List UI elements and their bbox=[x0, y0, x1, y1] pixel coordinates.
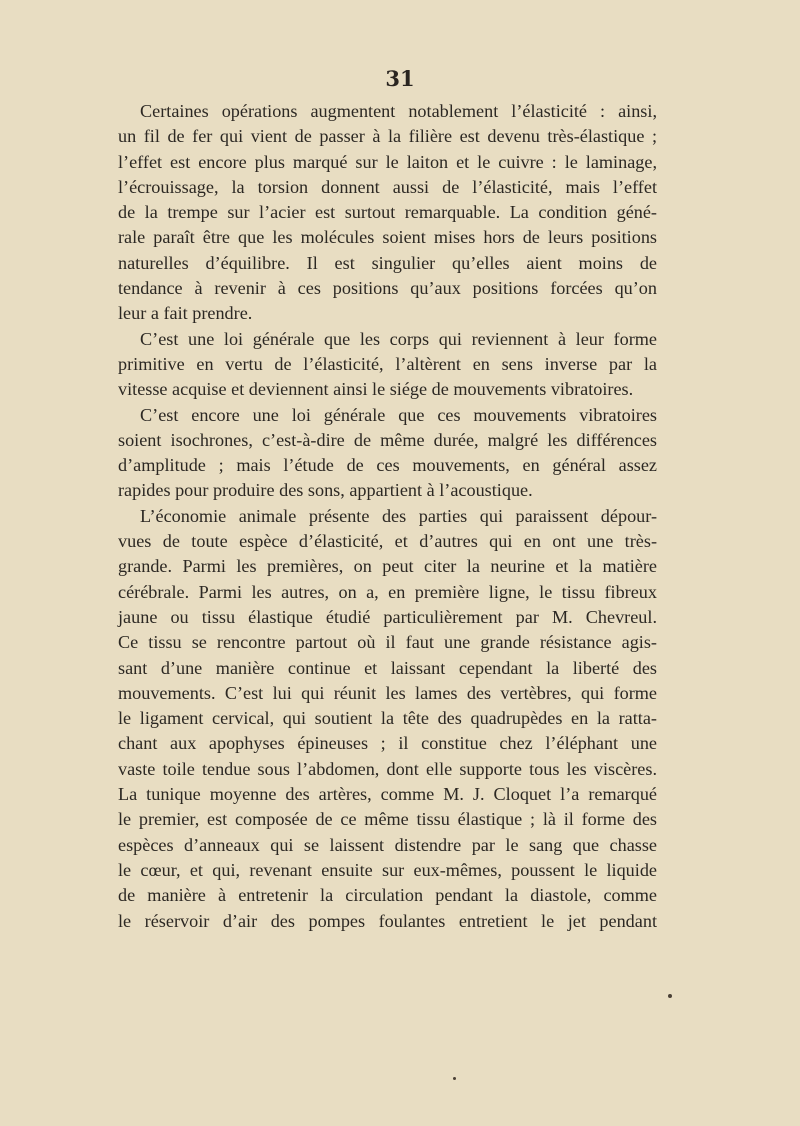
ink-speck bbox=[453, 1077, 456, 1080]
text-line: d’amplitude ; mais l’étude de ces mouvements, en général assez bbox=[118, 455, 657, 476]
text-line: vaste toile tendue sous l’abdomen, dont elle supporte tous les viscères. bbox=[118, 758, 657, 779]
text-line: L’économie animale présente des parties qui paraissent dépour- bbox=[140, 505, 657, 526]
text-line: C’est encore une loi générale que ces mouvements vibratoires bbox=[140, 404, 657, 425]
text-line: naturelles d’équilibre. Il est singulier qu’elles aient moins de bbox=[118, 252, 657, 273]
body-text bbox=[118, 99, 657, 934]
text-line: sant d’une manière continue et laissant cependant la liberté des bbox=[118, 657, 657, 678]
text-line: le ligament cervical, qui soutient la tête des quadrupèdes en la ratta- bbox=[118, 708, 657, 729]
text-line: un fil de fer qui vient de passer à la filière est devenu très-élastique ; bbox=[118, 126, 657, 147]
text-line: tendance à revenir à ces positions qu’aux positions forcées qu’on bbox=[118, 278, 657, 299]
text-line: de manière à entretenir la circulation pendant la diastole, comme bbox=[118, 885, 657, 906]
text-line: jaune ou tissu élastique étudié particulièrement par M. Chevreul. bbox=[118, 606, 657, 627]
text-line: rapides pour produire des sons, appartient à l’acoustique. bbox=[118, 480, 533, 501]
text-line: Ce tissu se rencontre partout où il faut une grande résistance agis- bbox=[118, 632, 657, 653]
text-line: l’effet est encore plus marqué sur le laiton et le cuivre : le laminage, bbox=[118, 151, 657, 172]
page-number: 31 bbox=[385, 66, 415, 91]
text-line: chant aux apophyses épineuses ; il constitue chez l’éléphant une bbox=[118, 733, 657, 754]
text-line: leur a fait prendre. bbox=[118, 303, 253, 324]
text-line: vues de toute espèce d’élasticité, et d’autres qui en ont une très- bbox=[118, 531, 657, 552]
text-line: le cœur, et qui, revenant ensuite sur eux-mêmes, poussent le liquide bbox=[118, 859, 657, 880]
ink-speck bbox=[668, 994, 672, 998]
text-line: de la trempe sur l’acier est surtout remarquable. La condition géné- bbox=[118, 202, 657, 223]
text-line: le réservoir d’air des pompes foulantes entretient le jet pendant bbox=[118, 910, 657, 931]
text-line: rale paraît être que les molécules soient mises hors de leurs positions bbox=[118, 227, 657, 248]
text-line: espèces d’anneaux qui se laissent distendre par le sang que chasse bbox=[118, 834, 657, 855]
text-line: soient isochrones, c’est-à-dire de même durée, malgré les différences bbox=[118, 429, 657, 450]
text-line: vitesse acquise et deviennent ainsi le siége de mouvements vibratoires. bbox=[118, 379, 634, 400]
text-line: La tunique moyenne des artères, comme M. J. Cloquet l’a remarqué bbox=[118, 784, 657, 805]
text-line: cérébrale. Parmi les autres, on a, en première ligne, le tissu fibreux bbox=[118, 581, 657, 602]
text-line: le premier, est composée de ce même tissu élastique ; là il forme des bbox=[118, 809, 657, 830]
text-line: grande. Parmi les premières, on peut citer la neurine et la matière bbox=[118, 556, 657, 577]
text-line: Certaines opérations augmentent notablement l’élasticité : ainsi, bbox=[140, 101, 657, 121]
text-line: mouvements. C’est lui qui réunit les lames des vertèbres, qui forme bbox=[118, 682, 657, 703]
text-line: primitive en vertu de l’élasticité, l’altèrent en sens inverse par la bbox=[118, 353, 657, 374]
text-line: C’est une loi générale que les corps qui reviennent à leur forme bbox=[140, 328, 657, 349]
text-line: l’écrouissage, la torsion donnent aussi de l’élasticité, mais l’effet bbox=[118, 176, 657, 197]
